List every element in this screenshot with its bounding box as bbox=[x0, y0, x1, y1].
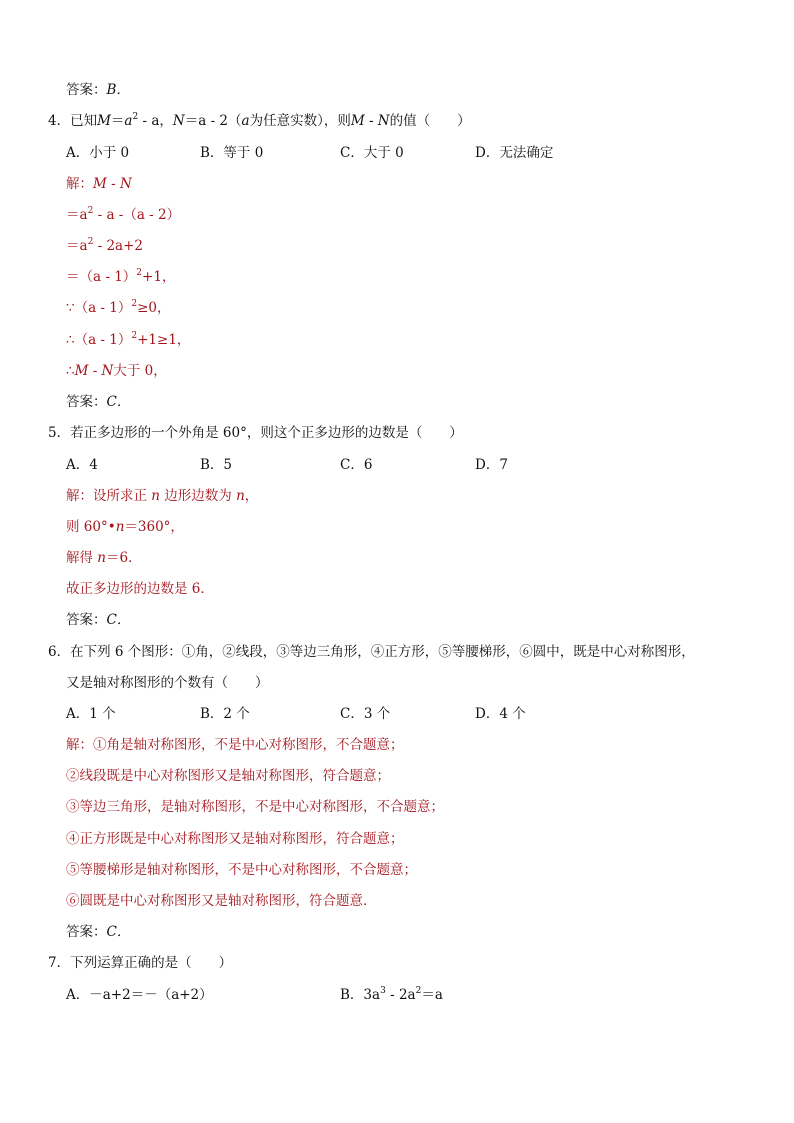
q6-answer bbox=[66, 922, 130, 942]
stem-text: ＝a - 2（ bbox=[184, 113, 242, 129]
solution-line bbox=[66, 829, 404, 849]
option-b bbox=[200, 143, 263, 163]
option-letter: D． bbox=[475, 706, 500, 722]
solution-text: ⑤等腰梯形是轴对称图形，不是中心对称图形，不合题意； bbox=[66, 862, 417, 878]
solution-line bbox=[66, 298, 171, 318]
solution-text: ， bbox=[244, 488, 259, 504]
expr-M-minus-N: M - N bbox=[350, 113, 390, 129]
exponent: 2 bbox=[132, 112, 139, 122]
option-d bbox=[475, 704, 526, 724]
option-letter: B． bbox=[200, 706, 224, 722]
stem-text: 在下列 6 个图形：①角，②线段，③等边三角形，④正方形，⑤等腰梯形，⑥圆中，既是中心对称图形， bbox=[70, 644, 695, 660]
solution-text: ∴（a - 1） bbox=[66, 332, 132, 348]
option-text: 7 bbox=[499, 457, 508, 473]
solution-text: 则 60°• bbox=[66, 519, 116, 535]
exponent: 2 bbox=[87, 237, 94, 247]
option-text: 5 bbox=[223, 457, 233, 473]
option-letter: A． bbox=[66, 987, 90, 1003]
exponent: 2 bbox=[136, 268, 143, 278]
option-text: - 2a bbox=[385, 987, 416, 1003]
solution-text: 故正多边形的边数是 6． bbox=[66, 581, 214, 597]
answer-label: 答案： bbox=[66, 82, 107, 98]
var-a: a bbox=[241, 113, 250, 129]
option-letter: B． bbox=[200, 145, 224, 161]
solution-text: ③等边三角形，是轴对称图形，不是中心对称图形，不合题意； bbox=[66, 799, 444, 815]
option-text: 3 个 bbox=[363, 706, 391, 722]
solution-line bbox=[66, 860, 417, 880]
question-4-stem bbox=[48, 111, 471, 131]
answer-value: B． bbox=[106, 82, 130, 98]
option-text: －a+2＝－（a+2） bbox=[89, 987, 213, 1003]
solution-text: ＝6． bbox=[106, 550, 142, 566]
solution-text: 解得 bbox=[66, 550, 98, 566]
solution-line bbox=[66, 797, 444, 817]
option-letter: A． bbox=[66, 145, 90, 161]
solution-line bbox=[66, 579, 214, 599]
solution-text: ∴ bbox=[66, 363, 75, 379]
solution-line bbox=[66, 735, 404, 755]
option-text: 无法确定 bbox=[499, 145, 554, 161]
option-b bbox=[200, 455, 232, 475]
answer-value: C． bbox=[106, 394, 131, 410]
option-b bbox=[340, 985, 443, 1005]
question-5-stem bbox=[48, 423, 463, 443]
option-letter: A． bbox=[66, 706, 90, 722]
option-d bbox=[475, 143, 553, 163]
option-letter: C． bbox=[340, 457, 364, 473]
solution-text: +1， bbox=[142, 269, 176, 285]
question-number: 4． bbox=[48, 113, 71, 129]
exponent: 2 bbox=[87, 206, 94, 216]
solution-line bbox=[66, 330, 190, 350]
option-b bbox=[200, 704, 250, 724]
question-number: 7． bbox=[48, 955, 71, 971]
solution-text: 边形边数为 bbox=[160, 488, 237, 504]
solution-line bbox=[66, 236, 143, 256]
option-c bbox=[340, 143, 404, 163]
solution-line bbox=[66, 267, 175, 287]
option-letter: B． bbox=[200, 457, 224, 473]
option-a bbox=[66, 455, 98, 475]
solution-text: ④正方形既是中心对称图形又是轴对称图形，符合题意； bbox=[66, 831, 404, 847]
exponent: 2 bbox=[131, 331, 138, 341]
solution-text: ＝360°， bbox=[124, 519, 184, 535]
solution-text: +1≥1， bbox=[137, 332, 191, 348]
solution-text: 大于 0， bbox=[113, 363, 167, 379]
question-6-stem bbox=[48, 642, 695, 662]
solution-text: 解：设所求正 bbox=[66, 488, 152, 504]
option-a bbox=[66, 985, 213, 1005]
solution-text: ≥0， bbox=[137, 300, 171, 316]
solution-text: 解：①角是轴对称图形，不是中心对称图形，不合题意； bbox=[66, 737, 404, 753]
q4-answer bbox=[66, 392, 130, 412]
option-letter: B． bbox=[340, 987, 364, 1003]
option-letter: D． bbox=[475, 457, 500, 473]
solution-text: M - N bbox=[93, 176, 132, 192]
solution-line bbox=[66, 361, 167, 381]
solution-text: ②线段既是中心对称图形又是轴对称图形，符合题意； bbox=[66, 768, 390, 784]
var-n: n bbox=[97, 550, 106, 566]
option-text: 大于 0 bbox=[363, 145, 404, 161]
solution-text: ＝（a - 1） bbox=[66, 269, 137, 285]
solution-text: ∵（a - 1） bbox=[66, 300, 132, 316]
var-N: N bbox=[172, 113, 185, 129]
stem-text: 又是轴对称图形的个数有（ ） bbox=[66, 675, 269, 691]
var-n: n bbox=[115, 519, 125, 535]
var-M: M bbox=[97, 113, 111, 129]
question-7-stem bbox=[48, 953, 232, 973]
option-letter: A． bbox=[66, 457, 90, 473]
stem-text: 下列运算正确的是（ ） bbox=[70, 955, 233, 971]
var-n: n bbox=[236, 488, 245, 504]
question-6-stem-cont bbox=[66, 673, 269, 693]
solution-line bbox=[66, 486, 258, 506]
option-text: 等于 0 bbox=[223, 145, 264, 161]
option-text: 6 bbox=[363, 457, 373, 473]
solution-text: M - N bbox=[74, 363, 114, 379]
solution-line bbox=[66, 205, 180, 225]
solution-line bbox=[66, 548, 142, 568]
stem-text: 已知 bbox=[70, 113, 98, 129]
option-text: 4 bbox=[89, 457, 98, 473]
stem-text: 的值（ ） bbox=[389, 113, 471, 129]
option-text: 3a bbox=[363, 987, 381, 1003]
option-letter: C． bbox=[340, 706, 364, 722]
option-a bbox=[66, 143, 129, 163]
exponent: 2 bbox=[131, 299, 138, 309]
solution-line bbox=[66, 517, 184, 537]
q3-answer bbox=[66, 80, 130, 100]
stem-text: - a， bbox=[138, 113, 173, 129]
stem-text: 为任意实数），则 bbox=[249, 113, 351, 129]
solution-label: 解： bbox=[66, 176, 93, 192]
option-text: 1 个 bbox=[89, 706, 116, 722]
solution-line bbox=[66, 891, 377, 911]
answer-value: C． bbox=[106, 924, 131, 940]
question-number: 6． bbox=[48, 644, 71, 660]
solution-text: ＝a bbox=[66, 207, 88, 223]
option-text: 小于 0 bbox=[89, 145, 130, 161]
stem-text: ＝ bbox=[110, 113, 125, 129]
q5-answer bbox=[66, 610, 130, 630]
option-letter: C． bbox=[340, 145, 364, 161]
option-a bbox=[66, 704, 116, 724]
solution-line bbox=[66, 766, 390, 786]
solution-text: ⑥圆既是中心对称图形又是轴对称图形，符合题意． bbox=[66, 893, 377, 909]
option-text: ＝a bbox=[421, 987, 443, 1003]
answer-label: 答案： bbox=[66, 612, 107, 628]
exponent: 2 bbox=[415, 986, 422, 996]
stem-text: 若正多边形的一个外角是 60°，则这个正多边形的边数是（ ） bbox=[70, 425, 463, 441]
solution-line bbox=[66, 174, 132, 194]
option-c bbox=[340, 704, 390, 724]
option-d bbox=[475, 455, 508, 475]
exponent: 3 bbox=[380, 986, 386, 996]
var-a: a bbox=[124, 113, 133, 129]
answer-value: C． bbox=[106, 612, 131, 628]
option-letter: D． bbox=[475, 145, 500, 161]
question-number: 5． bbox=[48, 425, 71, 441]
solution-text: - 2a+2 bbox=[93, 238, 143, 254]
answer-label: 答案： bbox=[66, 394, 107, 410]
option-text: 2 个 bbox=[223, 706, 250, 722]
solution-text: ＝a bbox=[66, 238, 88, 254]
option-c bbox=[340, 455, 372, 475]
solution-text: - a -（a - 2） bbox=[93, 207, 181, 223]
option-text: 4 个 bbox=[499, 706, 526, 722]
var-n: n bbox=[151, 488, 160, 504]
answer-label: 答案： bbox=[66, 924, 107, 940]
